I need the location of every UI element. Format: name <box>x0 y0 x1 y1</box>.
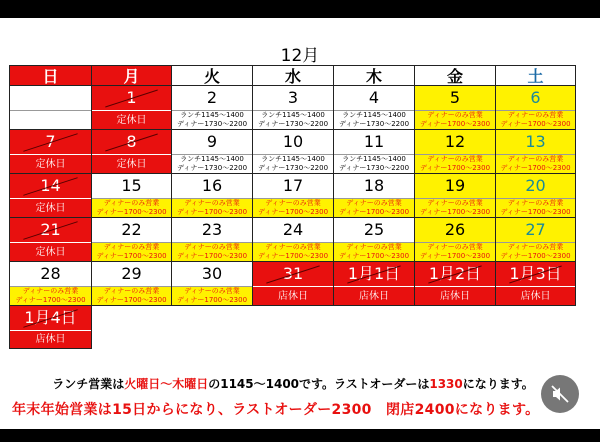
mute-button[interactable] <box>541 375 579 413</box>
calendar-day-cell <box>92 86 172 130</box>
hours-line: ディナー1700～2300 <box>419 164 491 172</box>
hours-line: ディナーのみ営業 <box>346 199 402 207</box>
day-number: 8 <box>92 130 171 154</box>
calendar-day-cell <box>253 218 334 262</box>
hours-line: ディナーのみ営業 <box>427 243 483 251</box>
hours-line: ランチ1145～1400 <box>342 155 406 163</box>
day-hours <box>10 198 91 217</box>
hours-line: 店休日 <box>520 290 551 302</box>
hours-line: ランチ1145～1400 <box>261 155 325 163</box>
day-number: 17 <box>253 174 333 198</box>
day-hours <box>253 286 333 305</box>
calendar-day-cell <box>253 86 334 130</box>
hours-line: ディナー1730～2200 <box>176 120 248 128</box>
day-number: 14 <box>10 174 91 198</box>
day-hours <box>92 286 171 305</box>
hours-line: 定休日 <box>35 246 66 258</box>
day-number: 31 <box>253 262 333 286</box>
lunch-notice-text-a: ランチ営業は <box>52 377 125 391</box>
hours-line: ディナーのみ営業 <box>184 243 240 251</box>
calendar-day-cell <box>172 174 253 218</box>
day-hours <box>10 286 91 305</box>
day-number: 28 <box>10 262 91 286</box>
day-hours <box>415 110 495 129</box>
day-number: 4 <box>368 88 380 107</box>
calendar-day-cell <box>415 174 496 218</box>
day-hours <box>10 330 91 348</box>
hours-line: ディナーのみ営業 <box>184 287 240 295</box>
hours-line: 定休日 <box>35 158 66 170</box>
weekday-header: 日 <box>10 66 92 86</box>
day-number: 1 <box>92 86 171 110</box>
day-number: 25 <box>334 218 414 242</box>
hours-line: ディナー1700～2300 <box>96 252 167 260</box>
calendar-day-cell <box>172 130 253 174</box>
hours-line: ディナーのみ営業 <box>265 199 321 207</box>
hours-line: ディナーのみ営業 <box>22 287 79 295</box>
weekday-header: 木 <box>334 66 415 86</box>
day-hours <box>92 110 171 129</box>
calendar-day-cell <box>10 306 92 349</box>
calendar-day-cell <box>415 262 496 306</box>
hours-line: ディナーのみ営業 <box>103 199 160 207</box>
day-number: 10 <box>282 132 304 151</box>
lunch-notice-text-e: になります。 <box>462 377 534 391</box>
day-hours <box>92 154 171 173</box>
weekday-header: 月 <box>92 66 172 86</box>
hours-line: ランチ1145～1400 <box>342 111 406 119</box>
calendar-day-cell <box>10 174 92 218</box>
hours-line: 定休日 <box>35 202 66 214</box>
day-number: 16 <box>172 174 252 198</box>
speaker-muted-icon <box>550 384 570 404</box>
day-number: 29 <box>92 262 171 286</box>
hours-line: ディナー1700～2300 <box>176 252 248 260</box>
day-hours <box>415 286 495 305</box>
day-hours <box>172 110 252 129</box>
hours-line: ディナー1700～2300 <box>500 120 571 128</box>
hours-line: ディナーのみ営業 <box>507 199 564 207</box>
hours-line: ディナーのみ営業 <box>427 111 483 119</box>
day-hours <box>496 242 575 261</box>
calendar-day-cell <box>496 130 576 174</box>
day-number: 23 <box>172 218 252 242</box>
day-hours <box>496 154 575 173</box>
calendar-day-cell <box>92 218 172 262</box>
calendar-day-cell <box>415 218 496 262</box>
day-number <box>10 86 91 110</box>
hours-line: ディナー1700～2300 <box>257 252 329 260</box>
calendar-day-cell <box>334 174 415 218</box>
hours-line: ディナー1700～2300 <box>338 252 410 260</box>
day-hours <box>496 286 575 305</box>
day-hours <box>10 110 91 129</box>
hours-line: ディナー1700～2300 <box>176 208 248 216</box>
day-number: 19 <box>444 176 466 195</box>
day-number: 1月2日 <box>415 262 495 286</box>
calendar-day-cell <box>496 262 576 306</box>
calendar-day-cell <box>496 174 576 218</box>
calendar-day-cell <box>334 262 415 306</box>
hours-line: ディナーのみ営業 <box>184 199 240 207</box>
hours-line: ディナー1700～2300 <box>15 296 86 304</box>
new-year-notice: 年末年始営業は15日からになり、ラストオーダー2300 閉店2400になります。 <box>12 402 540 418</box>
day-hours <box>415 242 495 261</box>
day-number: 20 <box>525 176 546 195</box>
day-number: 13 <box>525 132 546 151</box>
hours-line: ディナー1700～2300 <box>96 208 167 216</box>
lunch-notice-text-c: の1145～1400です。ラストオーダーは <box>208 377 430 391</box>
hours-line: ランチ1145～1400 <box>180 111 244 119</box>
hours-line: ディナーのみ営業 <box>103 243 160 251</box>
hours-line: ディナー1730～2200 <box>176 164 248 172</box>
calendar-day-cell <box>92 174 172 218</box>
day-number: 5 <box>449 88 461 107</box>
hours-line: ディナーのみ営業 <box>427 199 483 207</box>
day-hours <box>10 154 91 173</box>
hours-line: ディナー1700～2300 <box>257 208 329 216</box>
hours-line: ディナーのみ営業 <box>507 111 564 119</box>
hours-line: ディナーのみ営業 <box>507 155 564 163</box>
day-hours <box>172 198 252 217</box>
day-hours <box>172 286 252 305</box>
day-number: 22 <box>92 218 171 242</box>
calendar-day-cell <box>334 86 415 130</box>
calendar-day-cell <box>415 86 496 130</box>
weekday-header: 金 <box>415 66 496 86</box>
hours-line: ディナー1700～2300 <box>500 208 571 216</box>
day-number: 24 <box>253 218 333 242</box>
hours-line: 店休日 <box>35 334 66 345</box>
hours-line: ディナー1700～2300 <box>500 252 571 260</box>
calendar-day-cell <box>496 218 576 262</box>
hours-line: ディナー1700～2300 <box>419 252 491 260</box>
calendar-day-cell <box>92 130 172 174</box>
day-hours <box>253 110 333 129</box>
day-number: 21 <box>10 218 91 242</box>
day-hours <box>496 198 575 217</box>
day-hours <box>172 154 252 173</box>
lunch-notice-days: 火曜日～木曜日 <box>124 377 209 391</box>
hours-line: ディナー1700～2300 <box>338 208 410 216</box>
day-number: 1月4日 <box>10 306 91 330</box>
weekday-header: 火 <box>172 66 253 86</box>
hours-line: 店休日 <box>278 290 308 302</box>
day-hours <box>334 154 414 173</box>
calendar-day-cell <box>172 218 253 262</box>
day-number: 30 <box>172 262 252 286</box>
calendar-day-cell <box>253 174 334 218</box>
lunch-notice <box>0 375 586 392</box>
hours-line: ディナーのみ営業 <box>346 243 402 251</box>
calendar-day-cell <box>10 86 92 130</box>
calendar-day-cell <box>92 262 172 306</box>
day-number: 7 <box>10 130 91 154</box>
hours-line: 店休日 <box>359 290 389 302</box>
day-number: 1月3日 <box>496 262 575 286</box>
hours-line: ディナー1730～2200 <box>257 120 329 128</box>
hours-line: ディナーのみ営業 <box>427 155 483 163</box>
calendar-day-cell <box>415 130 496 174</box>
hours-line: ディナーのみ営業 <box>507 243 564 251</box>
hours-line: ディナー1730～2200 <box>338 120 410 128</box>
day-number: 26 <box>444 220 466 239</box>
day-hours <box>496 110 575 129</box>
day-number: 11 <box>363 132 385 151</box>
day-hours <box>415 154 495 173</box>
hours-line: ランチ1145～1400 <box>180 155 244 163</box>
calendar-sheet <box>0 18 600 429</box>
day-number: 3 <box>287 88 299 107</box>
calendar-day-cell <box>253 130 334 174</box>
hours-line: 定休日 <box>116 114 147 126</box>
day-number: 15 <box>92 174 171 198</box>
day-hours <box>334 242 414 261</box>
day-hours <box>172 242 252 261</box>
hours-line: ディナー1700～2300 <box>176 296 248 304</box>
day-number: 1月1日 <box>334 262 414 286</box>
hours-line: ディナー1730～2200 <box>338 164 410 172</box>
day-number: 27 <box>525 220 546 239</box>
hours-line: ディナー1700～2300 <box>96 296 167 304</box>
lunch-notice-last-order: 1330 <box>429 377 463 391</box>
day-hours <box>253 154 333 173</box>
day-number: 9 <box>206 132 218 151</box>
day-hours <box>92 198 171 217</box>
day-number: 18 <box>334 174 414 198</box>
weekday-header: 水 <box>253 66 334 86</box>
day-hours <box>334 110 414 129</box>
hours-line: ディナー1700～2300 <box>419 120 491 128</box>
day-hours <box>334 198 414 217</box>
calendar-day-cell <box>10 218 92 262</box>
day-hours <box>92 242 171 261</box>
calendar-day-cell <box>334 130 415 174</box>
month-title: 12月 <box>280 46 320 66</box>
hours-line: 店休日 <box>440 290 470 302</box>
calendar-day-cell <box>10 262 92 306</box>
day-number: 6 <box>530 88 541 107</box>
calendar-day-cell <box>172 86 253 130</box>
hours-line: ディナーのみ営業 <box>103 287 160 295</box>
hours-line: ディナー1700～2300 <box>500 164 571 172</box>
day-number: 2 <box>206 88 218 107</box>
hours-line: ディナー1730～2200 <box>257 164 329 172</box>
calendar-day-cell <box>334 218 415 262</box>
calendar-day-cell <box>496 86 576 130</box>
day-hours <box>415 198 495 217</box>
calendar-grid <box>9 65 576 349</box>
hours-line: ランチ1145～1400 <box>261 111 325 119</box>
day-hours <box>334 286 414 305</box>
weekday-header: 土 <box>496 66 576 86</box>
calendar-day-cell <box>172 262 253 306</box>
calendar-day-cell <box>253 262 334 306</box>
day-hours <box>253 198 333 217</box>
day-hours <box>10 242 91 261</box>
calendar-day-cell <box>10 130 92 174</box>
hours-line: ディナー1700～2300 <box>419 208 491 216</box>
hours-line: ディナーのみ営業 <box>265 243 321 251</box>
hours-line: 定休日 <box>116 158 147 170</box>
day-number: 12 <box>444 132 466 151</box>
day-hours <box>253 242 333 261</box>
